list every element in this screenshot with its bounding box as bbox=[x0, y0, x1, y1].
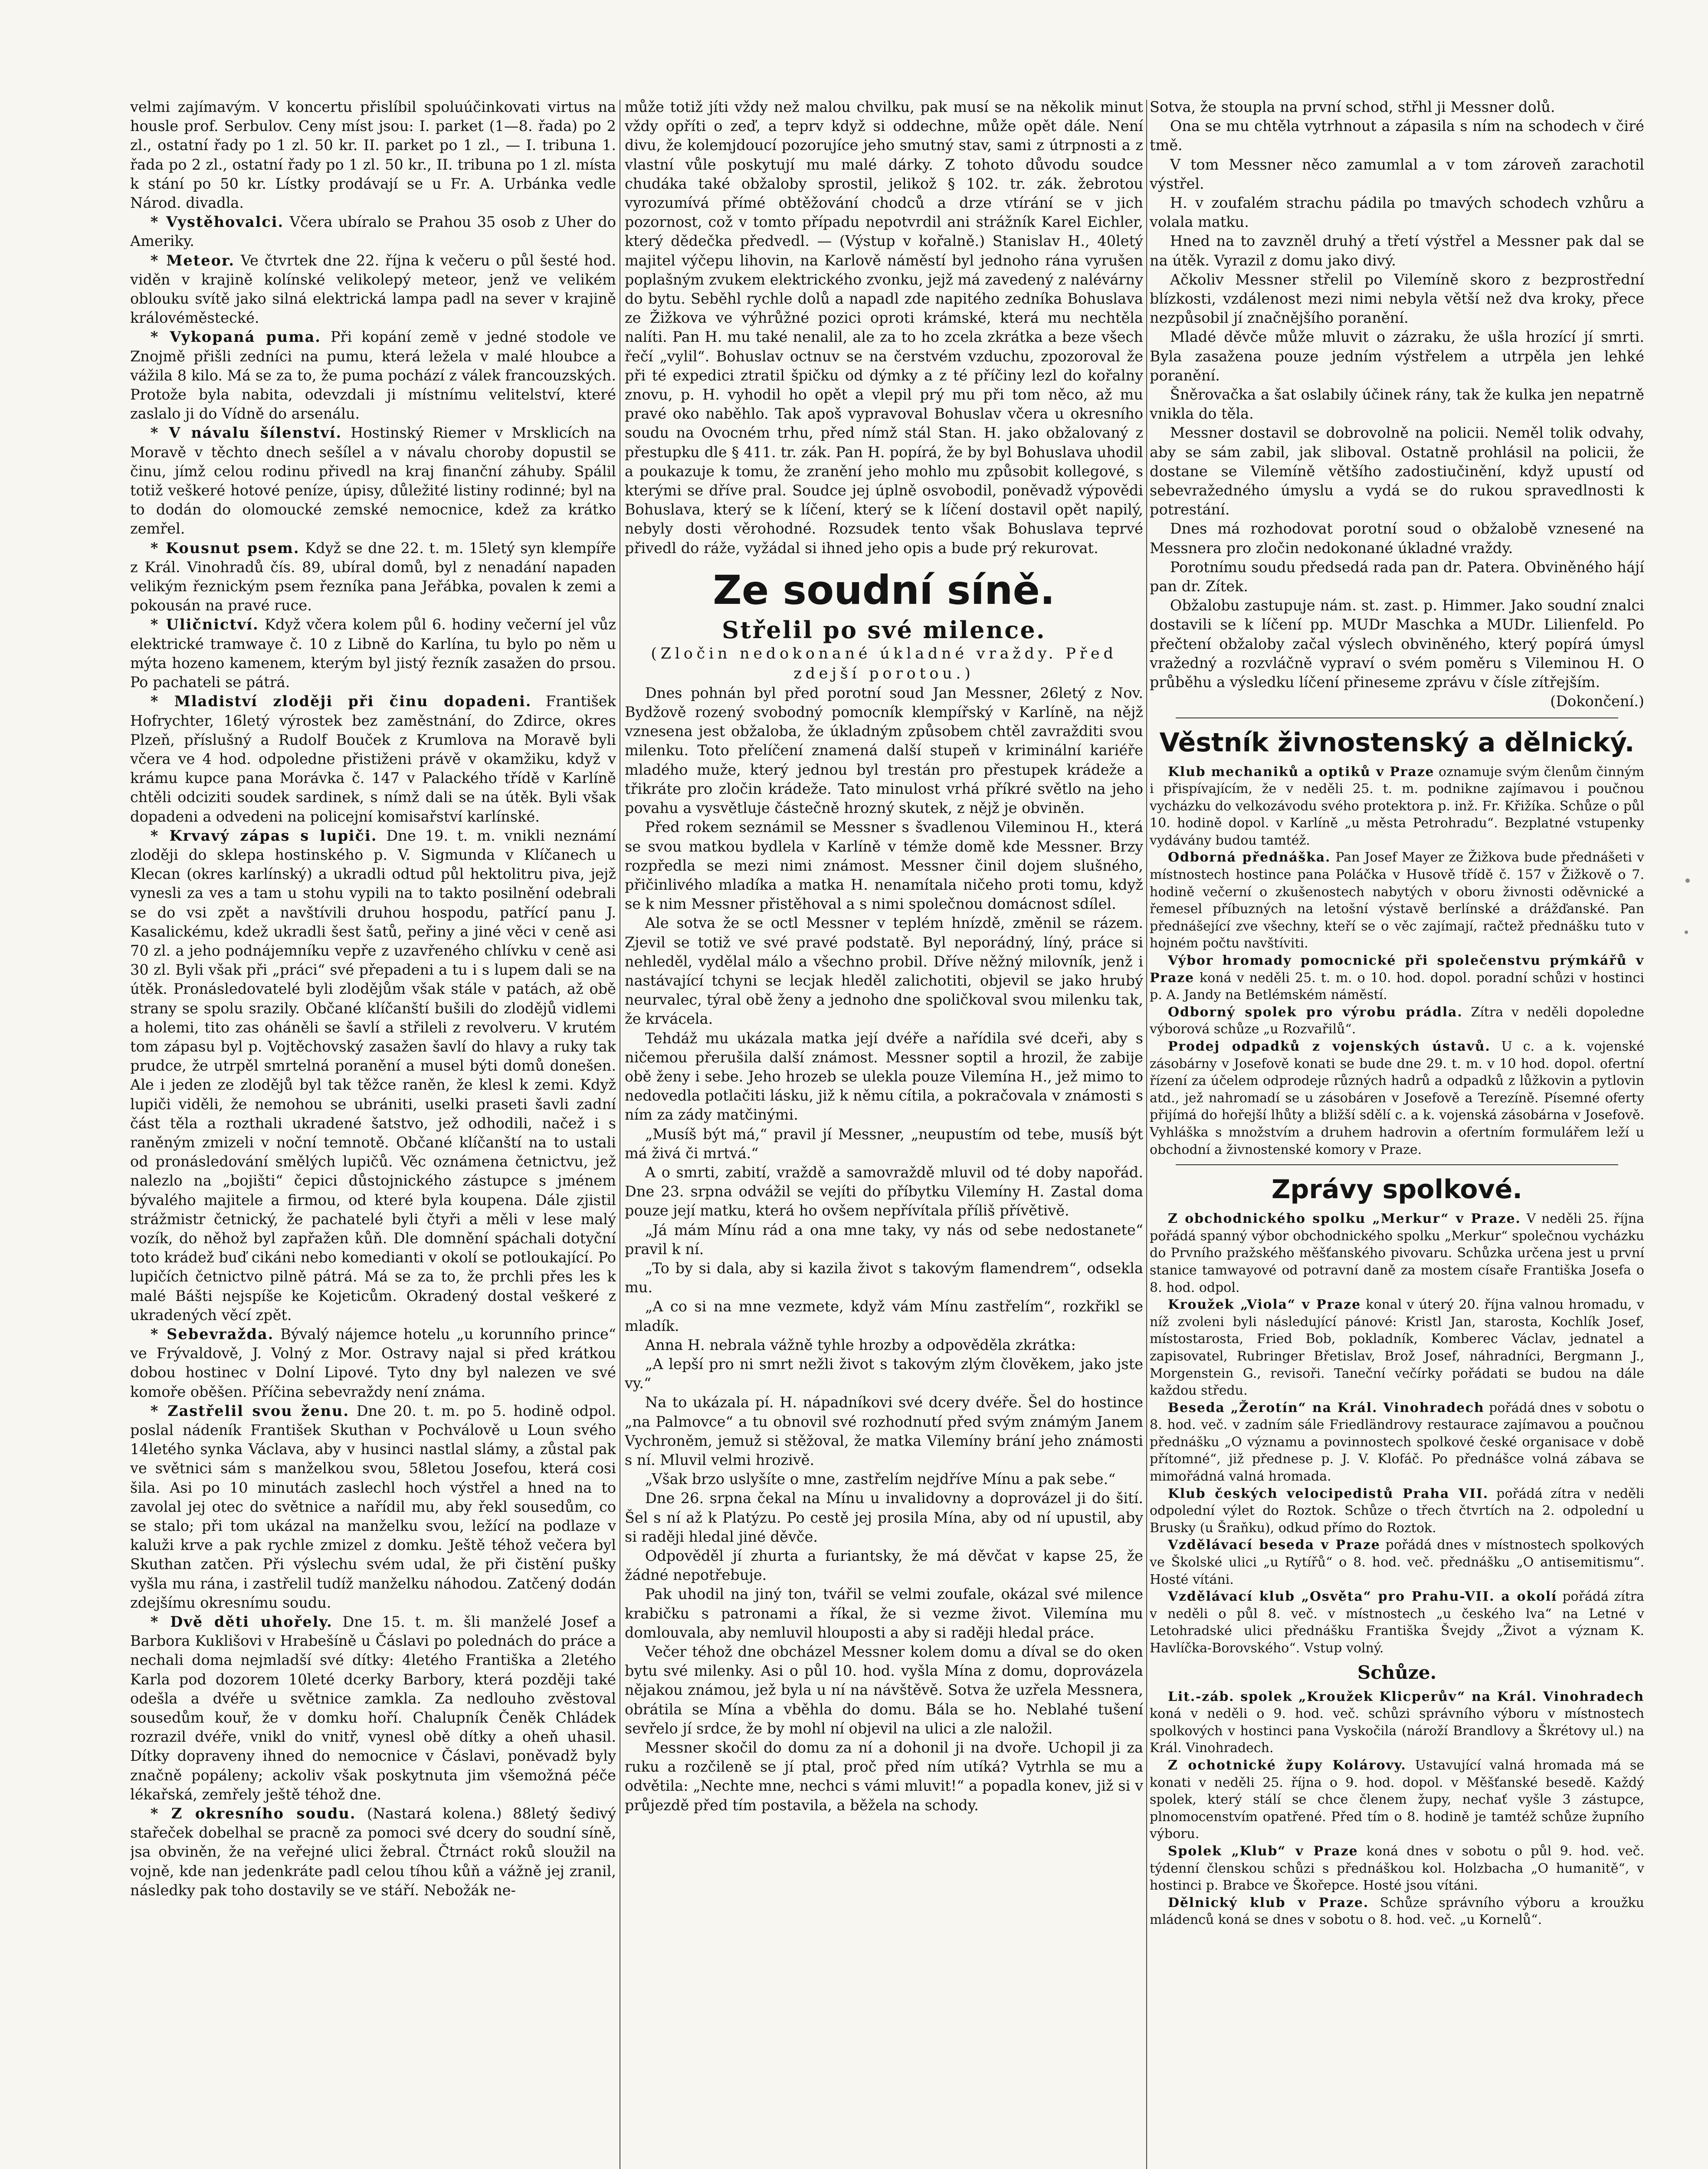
paragraph-text: konal v úterý 20. října valnou hromadu, v níž zvoleni byli následující pánové: Kristl Jan, starosta, Kochlík Josef, místostarosta, Fried Bob, pokladník, Komberec Václav, jednatel a zapisovatel, Rubringer Břetislav, Brož Josef, náhradníci, Bergmann J., Morgenstein G., revisoři. Taneční večírky pořádati se budou na dále každou středu. bbox=[1150, 1297, 1644, 1399]
paragraph-text: pořádá zítra v neděli o půl 8. več. v místnostech „u českého lva“ na Letné v Letohradské ulici přednášku Františka Švejdy „Život a význam K. Havlíčka-Borovského“. Vstup volný. bbox=[1150, 1589, 1644, 1656]
article-paragraph bbox=[1150, 1588, 1644, 1657]
article-paragraph bbox=[1150, 155, 1644, 193]
paragraph-text: Dnes má rozhodovat porotní soud o obžalobě vznesené na Messnera pro zločin nedokonané úkladné vraždy. bbox=[1150, 520, 1644, 557]
paragraph-text: Porotnímu soudu předsedá rada pan dr. Patera. Obviněného hájí pan dr. Zítek. bbox=[1150, 558, 1644, 595]
paragraph-text: Bývalý nájemce hotelu „u korunního prince“ ve Frývaldově, J. Volný z Mor. Ostravy najal si před krátkou dobou hostinec v Dolní Lipové. Tyto dny byl nalezen ve své komoře oběšen. Příčina sebevraždy není známa. bbox=[130, 1326, 616, 1400]
paragraph-text: Sotva, že stoupla na první schod, střhl ji Messner dolů. bbox=[1150, 98, 1555, 115]
item-heading: Dělnický klub v Praze. bbox=[1168, 1895, 1369, 1910]
article-paragraph bbox=[625, 1029, 1143, 1125]
item-heading: * Vystěhovalci. bbox=[150, 213, 284, 231]
article-paragraph bbox=[1150, 117, 1644, 155]
paragraph-text: oznamuje svým členům činným i přispívajícím, že v neděli 25. t. m. podnikne zajímavou i poučnou vycházku do velkozávodu svého protektora p. inž. Fr. Křižíka. Schůze o půl 10. hodině dopol. v Karlíně „u města Petrohradu“. Bezplatné vstupenky vydávány budou tamtéž. bbox=[1150, 764, 1644, 848]
item-heading: * Zastřelil svou ženu. bbox=[150, 1402, 350, 1419]
article-paragraph bbox=[130, 615, 616, 692]
paragraph-text: velmi zajímavým. V koncertu přislíbil spoluúčinkovati virtus na housle prof. Serbulov. Ceny míst jsou: I. parket (1—8. řada) po 2 zl., ostatní řady po 1 zl. 50 kr. II. parket po 1 zl., — I. tribuna 1. řada po 2 zl., ostatní řady po 1 zl. 50 kr., II. tribuna po 1 zl. místa k stání po 50 kr. Lístky prodávají se u Fr. A. Urbánka vedle Národ. divadla. bbox=[130, 98, 616, 212]
article-paragraph bbox=[1150, 1004, 1644, 1038]
article-paragraph bbox=[1150, 1757, 1644, 1843]
article-paragraph bbox=[625, 1221, 1143, 1259]
scan-dot bbox=[1685, 878, 1690, 883]
article-paragraph bbox=[1150, 596, 1644, 692]
item-heading: Lit.-záb. spolek „Kroužek Klicperův“ na Král. Vinohradech bbox=[1168, 1689, 1644, 1704]
scan-dot bbox=[1685, 931, 1688, 934]
article-paragraph bbox=[1150, 519, 1644, 557]
item-heading: * Z okresního soudu. bbox=[150, 1805, 356, 1822]
paragraph-text: Když včera kolem půl 6. hodiny večerní jel vůz elektrické tramwaye č. 10 z Libně do Karlína, tu bylo po něm u mýta hozeno kamenem, kterým byl jistý řezník zasažen do prsou. Po pachateli se pátrá. bbox=[130, 616, 616, 691]
article-paragraph bbox=[625, 98, 1143, 558]
paragraph-text: může totiž jíti vždy než malou chvilku, pak musí se na několik minut vždy opříti o zeď, a teprv když si oddechne, může opět dále. Není divu, že kolemjdoucí pozorujíce jeho smutný stav, sami z útrpnosti a z vlastní vůle poskytují mu malé dárky. Z tohoto důvodu soudce chudáka také obžaloby sprostil, jelikož § 102. tr. zák. žebrotou vyrozumívá přímé obtěžování chodců a drze vtírání se v jich pozornost, což v tomto případu nepotvrdil ani strážník Karel Eichler, který dědečka předvedl. — (Výstup v kořalně.) Stanislav H., 40letý majitel výčepu lihovin, na Karlově náměstí byl jednoho rána vyrušen poplašným zvukem elektrického zvonku, jejž má zavedený z nalévárny do bytu. Seběhl rychle dolů a napadl zde napitého zedníka Bohuslava ze Žižkova ve výhrůžné pozici oproti krámské, která mu nechtěla nalíti. Pan H. mu také nenalil, ale za to ho zcela zkrátka a beze všech řečí „vylil“. Bohuslav octnuv se na čerstvém vzduchu, zpozoroval že při té expedici ztratil špičku od dýmky a z té příčiny lezl do kořalny znovu, p. H. vyhodil ho opět a vlepil prý mu při tom něco, až mu pravé oko naběhlo. Tak apoš vypravoval Bohuslav včera u okresního soudu na Ovocném trhu, před nímž stál Stan. H. jako obžalovaný z přestupku dle § 411. tr. zák. Pan H. popírá, že by byl Bohuslava uhodil a poukazuje k tomu, že zranění jeho mohlo mu způsobit kollegové, s kterými se dříve pral. Soudce jej úplně osvobodil, poněvadž výpovědi Bohuslava, který se k líčení, který se k líčení dostavil opět napilý, nebyly dosti věrohodné. Rozsudek tento však Bohuslava teprvé přivedl do ráže, vyžádal si ihned jeho opis a bude prý rekurovat. bbox=[625, 98, 1143, 557]
paragraph-text: Ačkoliv Messner střelil po Vilemíně skoro z bezprostřední blízkosti, vzdálenost mezi nimi nebyla větší než dva kroky, přece nezpůsobil jí značnějšího poranění. bbox=[1150, 271, 1644, 327]
article-paragraph bbox=[625, 1546, 1143, 1585]
paragraph-text: Pak uhodil na jiný ton, tvářil se velmi zoufale, okázal své milence krabičku s patronami a říkal, že si vezme život. Vilemína mu domlouvala, aby nemluvil hlouposti a aby si raději hledal práce. bbox=[625, 1586, 1143, 1641]
section-heading: Věstník živnostenský a dělnický. bbox=[1159, 727, 1635, 758]
article-paragraph bbox=[1150, 98, 1644, 117]
article-paragraph bbox=[1150, 270, 1644, 328]
section-heading: Zprávy spolkové. bbox=[1271, 1174, 1523, 1205]
item-heading: Odborný spolek pro výrobu prádla. bbox=[1168, 1004, 1463, 1020]
article-paragraph bbox=[130, 692, 616, 826]
article-paragraph bbox=[625, 914, 1143, 1029]
article-paragraph bbox=[625, 1336, 1143, 1355]
column-2 bbox=[625, 98, 1143, 2169]
paragraph-text: Na to ukázala pí. H. nápadníkovi své dcery dvéře. Šel do hostince „na Palmovce“ a tu obnovil své rozhodnutí před svým známým Janem Vychroněm, jemuž si stěžoval, že matka Vilemíny brání jeho známosti s ní. Mluvil velmi hrozivě. bbox=[625, 1394, 1143, 1468]
item-heading: Klub českých velocipedistů Praha VII. bbox=[1168, 1486, 1488, 1501]
article-paragraph bbox=[1150, 423, 1644, 519]
paragraph-text: koná dnes v sobotu o půl 9. hod. več. týdenní členskou schůzi s přednáškou kol. Holzbacha „O humanitě“, v hostinci p. Brabce ve Škořepce. Hosté jsou vítáni. bbox=[1150, 1843, 1644, 1894]
subsection-heading: Schůze. bbox=[1357, 1661, 1437, 1683]
article-paragraph bbox=[130, 213, 616, 251]
paragraph-text: Pan Josef Mayer ze Žižkova bude přednášeti v místnostech hostince pana Poláčka v Husově třídě č. 157 v Žižkově o 7. hodině večerní o zkušenostech nabytých v oboru živnosti oděvnické a řemesel příbuzných na letošní výstavě berlínské a drážďanské. Pan přednášející zve všechny, kteří se o věc zajímají, račtež přednášku tuto v hojném počtu navštíviti. bbox=[1150, 850, 1644, 951]
article-paragraph bbox=[130, 423, 616, 538]
article-paragraph bbox=[1150, 1399, 1644, 1485]
article-paragraph bbox=[1150, 385, 1644, 423]
item-heading: * V návalu šílenství. bbox=[150, 424, 342, 442]
paragraph-text: koná v neděli 25. t. m. o 10. hod. dopol. poradní schůzi v hostinci p. A. Jandy na Betlémském náměstí. bbox=[1150, 970, 1644, 1003]
paragraph-text: Včera ubíralo se Prahou 35 osob z Uher do Ameriky. bbox=[130, 213, 616, 250]
article-paragraph bbox=[625, 1738, 1143, 1815]
column-3 bbox=[1150, 98, 1644, 2169]
paragraph-text: (Nastará kolena.) 88letý šedivý stařeček dobelhal se pracně za pomoci své dcery do soudní síně, jsa obviněn, že na veřejné ulici žebral. Čtrnáct roků sloužil na vojně, kde nan jedenkráte padl celou tíhou kůň a vážně jej zranil, následky pak toho dostavily se ve stáří. Nebožák ne- bbox=[130, 1805, 616, 1899]
article-paragraph bbox=[1150, 1843, 1644, 1894]
item-heading: * Dvě děti uhořely. bbox=[150, 1613, 333, 1631]
article-paragraph bbox=[1150, 232, 1644, 270]
paragraph-text: „Však brzo uslyšíte o mne, zastřelím nejdříve Mínu a pak sebe.“ bbox=[645, 1471, 1116, 1488]
item-heading: * Meteor. bbox=[150, 252, 235, 269]
item-heading: * Sebevražda. bbox=[150, 1326, 274, 1343]
article-paragraph bbox=[625, 1489, 1143, 1546]
article-paragraph bbox=[625, 684, 1143, 818]
article-paragraph bbox=[625, 1470, 1143, 1489]
paragraph-text: „Musíš být má,“ pravil jí Messner, „neupustím od tebe, musíš být má živá či mrtvá.“ bbox=[625, 1125, 1143, 1162]
article-paragraph bbox=[130, 251, 616, 328]
item-heading: Z obchodnického spolku „Merkur“ v Praze. bbox=[1168, 1211, 1521, 1227]
item-heading: * Uličnictví. bbox=[150, 616, 259, 633]
paragraph-text: Odpověděl jí zhurta a furiantsky, že má děvčat v kapse 25, že žádné nepotřebuje. bbox=[625, 1547, 1143, 1584]
item-heading: Spolek „Klub“ v Praze bbox=[1168, 1843, 1358, 1859]
article-paragraph bbox=[1150, 763, 1644, 849]
item-heading: Beseda „Žerotín“ na Král. Vinohradech bbox=[1168, 1400, 1485, 1415]
paragraph-text: Dne 26. srpna čekal na Mínu u invalidovny a doprovázel ji do šití. Šel s ní až k Platýzu. Po cestě jej prosila Mína, aby od ní upustil, aby si raději hledal jiné děvče. bbox=[625, 1490, 1143, 1545]
paragraph-text: Když se dne 22. t. m. 15letý syn klempíře z Král. Vinohradů čís. 89, ubíral domů, byl z nenadání napaden velikým řeznickým psem řezníka pana Jeřábka, povalen k zemi a pokousán na pravé ruce. bbox=[130, 539, 616, 614]
paragraph-text: H. v zoufalém strachu pádila po tmavých schodech vzhůru a volala matku. bbox=[1150, 194, 1644, 231]
article-paragraph bbox=[1150, 1688, 1644, 1757]
paragraph-text: Hostinský Riemer v Mrsklicích na Moravě v těchto dnech sešílel a v návalu choroby dopustil se činu, jímž celou rodinu přivedl na kraj finanční záhuby. Spálil totiž veškeré hotové peníze, úpisy, důležité listiny rodinné; byl na to dodán do olomoucké zemské nemocnice, kdež za krátko zemřel. bbox=[130, 424, 616, 537]
article-paragraph bbox=[1150, 1038, 1644, 1158]
article-paragraph bbox=[1150, 1210, 1644, 1296]
paragraph-text: František Hofrychter, 16letý výrostek bez zaměstnání, do Zdirce, okres Plzeň, příslušný a Rudolf Bouček z Krumlova na Moravě byli včera ve 4 hod. odpoledne přistiženi právě v okamžiku, když v krámu kupce pana Morávka č. 147 v Palackého třídě v Karlíně chtěli odciziti soudek sardinek, s nímž dali se na útěk. Byli však dopadeni a odvedeni na policejní komisařství karlínské. bbox=[130, 693, 616, 825]
article-paragraph bbox=[130, 539, 616, 616]
paragraph-text: A o smrti, zabití, vraždě a samovraždě mluvil od té doby napořád. Dne 23. srpna odvážil se vejíti do příbytku Vilemíny H. Zastal doma pouze její matku, která ho ovšem nepřívítala příliš přívětivě. bbox=[625, 1163, 1143, 1219]
paragraph-text: Ve čtvrtek dne 22. října k večeru o půl šesté hod. viděn v krajině kolínské velikolepý meteor, jenž ve velikém oblouku svítě jako silná elektrická lampa padl na sever v krajině královéměstecké. bbox=[130, 252, 616, 327]
section-title: Ze soudní síně. bbox=[713, 567, 1055, 613]
paragraph-text: Tehdáž mu ukázala matka její dvéře a nařídila své dceři, aby s ničemou přerušila další známost. Messner soptil a hrozil, že zabije obě ženy i sebe. Jeho hrozeb se ulekla pouze Vilemína H., jež mimo to nedovedla potlačiti lásku, již k němu cítila, a pokračovala v známosti s ním za zády matčinými. bbox=[625, 1029, 1143, 1124]
item-heading: * Mladiství zloději při činu dopadeni. bbox=[150, 693, 532, 710]
article-paragraph bbox=[1150, 1296, 1644, 1399]
paragraph-text: pořádá dnes v místnostech spolkových ve Školské ulici „u Rytířů“ o 8. hod. več. přednášku „O antisemitismu“. Hosté vítáni. bbox=[1150, 1537, 1644, 1587]
column-divider bbox=[1146, 100, 1147, 2169]
paragraph-text: Při kopání země v jedné stodole ve Znojmě přišli zedníci na pumu, která ležela v malé hloubce a vážila 8 kilo. Má se za to, že puma pochází z válek francouzských. Protože byla nabita, odevzdali ji místnímu velitelství, které zaslalo ji do Vídně do arsenálu. bbox=[130, 328, 616, 423]
article-paragraph bbox=[1150, 1894, 1644, 1929]
column-1 bbox=[130, 98, 616, 2169]
paragraph-text: Večer téhož dne obcházel Messner kolem domu a díval se do oken bytu své milenky. Asi o půl 10. hod. vyšla Mína z domu, doprovázela nějakou známou, jež byla u ní na návštěvě. Sotva že uzřela Messnera, obrátila se Mína a vběhla do domu. Bála se ho. Neblahé tušení sevřelo jí srdce, že by mohl ní objevil na ulici a zle naložil. bbox=[625, 1643, 1143, 1737]
article-paragraph bbox=[1150, 328, 1644, 385]
paragraph-text: V tom Messner něco zamumlal a v tom zároveň zarachotil výstřel. bbox=[1150, 156, 1644, 192]
paragraph-text: Šněrovačka a šat oslabily účinek rány, tak že kulka jen nepatrně vnikla do těla. bbox=[1150, 386, 1644, 423]
paragraph-text: „A lepší pro ni smrt nežli život s takovým zlým člověkem, jako jste vy.“ bbox=[625, 1355, 1143, 1392]
article-paragraph bbox=[625, 1259, 1143, 1297]
paragraph-text: Dne 15. t. m. šli manželé Josef a Barbora Kuklišovi v Hrabešíně u Čáslavi po polednách do práce a nechali doma nejmladší své dítky: 4letého Františka a 2letého Karla pod dozorem 10leté dcerky Barbory, která později také odešla a dvéře u světnice zamkla. Za nedlouho zvěstoval sousedům kouř, že v domku hoří. Chalupník Čeněk Chládek rozrazil dvéře, vnikl do vnitř, vynesl obě dítky a oheň uhasil. Dítky dopraveny ihned do nemocnice v Čáslavi, poněvadž byly značně popáleny; ackoliv však poskytnuta jim všemožná péče lékařská, zemřely ještě téhož dne. bbox=[130, 1613, 616, 1803]
article-paragraph bbox=[130, 1402, 616, 1612]
section-rule bbox=[1176, 1164, 1618, 1165]
article-paragraph bbox=[625, 1393, 1143, 1470]
paragraph-text: Obžalobu zastupuje nám. st. zast. p. Himmer. Jako soudní znalci dostavili se k líčení pp. MUDr Maschka a MUDr. Lilienfeld. Po přečtení obžaloby začal výslech obviněného, který popírá úmysl vražedný a rozvláčně vypraví o svém poměru s Vileminou H. O průběhu a výsledku líčení přineseme zprávu v čísle zítřejším. bbox=[1150, 597, 1644, 691]
paragraph-text: Ale sotva že se octl Messner v teplém hnízdě, změnil se rázem. Zjevil se totiž ve své pravé podstatě. Byl neporádný, líný, práce si nehleděl, vydělal málo a všechno probil. Dříve něžný milovník, jenž i nastávající tchyni se lecjak hleděl zalichotiti, objevil se jako hrubý neurvalec, týral obě ženy a jednoho dne spoličkoval svou milenku tak, že krvácela. bbox=[625, 914, 1143, 1028]
article-paragraph bbox=[625, 818, 1143, 914]
article-title: Střelil po své milence. bbox=[722, 616, 1046, 644]
paragraph-text: Dne 20. t. m. po 5. hodině odpol. poslal nádeník František Skuthan v Pochválově u Loun svého 14letého synka Václava, aby v husinci nastlal slámy, a zůstal pak ve světnici sám s manželkou svou, 58letou Josefou, která cosi šila. Asi po 10 minutách zaslechl hoch výstřel a hned na to zavolal jej otec do světnice a nařídil mu, aby řekl sousedům, co se stalo; při tom ukázal na manželku svou, ležící na podlaze v kaluži krve a pak rychle zmizel z domku. Ještě téhož večera byl Skuthan zatčen. Při výslechu svém udal, že při čistění pušky vyšla mu rána, i zastřelil tudíž manželku náhodou. Zatčený dodán zdejšímu okresnímu soudu. bbox=[130, 1402, 616, 1611]
article-paragraph bbox=[1150, 1485, 1644, 1537]
paragraph-text: Mladé děvče může mluvit o zázraku, že ušla hrozící jí smrti. Byla zasažena pouze jedním výstřelem a utrpěla jen lehké poranění. bbox=[1150, 328, 1644, 384]
paragraph-text: „To by si dala, aby si kazila život s takovým flamendrem“, odsekla mu. bbox=[625, 1259, 1143, 1296]
item-heading: * Vykopaná puma. bbox=[150, 328, 321, 346]
item-heading: Prodej odpadků z vojenských ústavů. bbox=[1168, 1039, 1491, 1054]
item-heading: Vzdělávací beseda v Praze bbox=[1168, 1537, 1380, 1553]
article-paragraph bbox=[625, 1642, 1143, 1738]
paragraph-text: Před rokem seznámil se Messner s švadlenou Vileminou H., která se svou matkou bydlela v Karlíně v témže domě kde Messner. Brzy rozpředla se mezi nimi známost. Messner činil dojem slušného, přičinlivého mladíka a matka H. nenamítala ničeho proti tomu, když se k nim Messner přistěhoval a s nimi společnou domácnost sdílel. bbox=[625, 819, 1143, 913]
paragraph-text: „Já mám Mínu rád a ona mne taky, vy nás od sebe nedostanete“ pravil k ní. bbox=[625, 1221, 1143, 1258]
article-paragraph bbox=[625, 1297, 1143, 1335]
item-heading: Vzdělávací klub „Osvěta“ pro Prahu-VII. a okolí bbox=[1168, 1589, 1557, 1605]
paragraph-text: koná v neděli o 9. hod. več. schůzi správního výboru v místnostech spolkových v hostinci pana Vyskočila (nároží Brandlovy a Škrétovy ul.) na Král. Vinohradech. bbox=[1150, 1706, 1644, 1756]
item-heading: Kroužek „Viola“ v Praze bbox=[1168, 1297, 1361, 1313]
article-paragraph bbox=[130, 1325, 616, 1402]
paragraph-text: pořádá dnes v sobotu o 8. hod. več. v zadním sále Friedländrovy restaurace zajímavou a poučnou přednášku „O významu a povinnostech spolkové české organisace v době přítomné“, již přednese p. J. V. Klofáč. Po přednášce volná zábava se mimořádná valná hromada. bbox=[1150, 1400, 1644, 1484]
article-paragraph bbox=[130, 98, 616, 213]
paragraph-text: „A co si na mne vezmete, když vám Mínu zastřelím“, rozkřikl se mladík. bbox=[625, 1298, 1143, 1334]
item-heading: Z ochotnické župy Kolárovy. bbox=[1168, 1757, 1406, 1773]
paragraph-text: pořádá zítra v neděli odpolední výlet do Roztok. Schůze o třech čtvrtích na 2. odpolední u Brusky (u Šraňku), odkud přímo do Roztok. bbox=[1150, 1486, 1644, 1536]
paragraph-text: Zítra v neděli dopoledne výborová schůze „u Rozvařilů“. bbox=[1150, 1004, 1644, 1037]
item-heading: * Kousnut psem. bbox=[150, 539, 300, 557]
item-heading: * Krvavý zápas s lupiči. bbox=[150, 827, 377, 844]
article-paragraph bbox=[1150, 952, 1644, 1004]
article-paragraph bbox=[625, 1163, 1143, 1221]
article-subtitle: (Zločin nedokonané úkladné vraždy. Před zdejší porotou.) bbox=[651, 645, 1117, 682]
paragraph-text: Ustavující valná hromada má se konati v neděli 25. října o 9. hod. dopol. v Měšťanské besedě. Každý spolek, který stálí se chce členem župy, nechať vyšle 3 zástupce, plnomocenstvím opatřené. Před tím o 8. hodině je tamtéž schůze župního výboru. bbox=[1150, 1757, 1644, 1842]
article-paragraph bbox=[1150, 1537, 1644, 1588]
item-heading: Klub mechaniků a optiků v Praze bbox=[1168, 764, 1435, 780]
article-paragraph bbox=[130, 826, 616, 1325]
paragraph-text: Messner skočil do domu za ní a dohonil ji na dvoře. Uchopil ji za ruku a rozčileně se jí ptal, proč před ním utíká? Vytrhla se mu a odvětila: „Nechte mne, nechci s vámi mluvit!“ a popadla konev, již si v průjezdě před tím postavila, a běžela na schody. bbox=[625, 1739, 1143, 1814]
paragraph-text: Dne 19. t. m. vnikli neznámí zloději do sklepa hostinského p. V. Sigmunda v Klíčanech u Klecan (okres karlínský) a ukradli odtud půl hektolitru piva, jejž vynesli za ves a tam u stohu vypili na to takto posilnění odebrali se do vsi zpět a navštívili druhou hospodu, patřící panu J. Kasalickému, kdež ukradli šest šatů, peřiny a jiné věci v ceně asi 70 zl. a jeho podnájemníku vepře z uzavřeného chlívku v ceně asi 30 zl. Byli však při „práci“ své přepadeni a tu i s lupem dali se na útěk. Pronásledovatelé byli zlodějům však stále v patách, až obě strany se spolu srazily. Občané klíčanští bušili do zlodějů vidlemi a holemi, tito zas oháněli se šavlí a střileli z revolveru. V krutém tom zápasu byl p. Vojtěchovský zasažen šavlí do hlavy a ruky tak prudce, že utrpěl smrtelná poranění a musel býti domů donešen. Ale i jeden ze zlodějů byl tak těžce raněn, že klesl k zemi. Když lupiči viděli, že nemohou se ubrániti, uselki praseti šavli zadní část těla a rozthali ukradené šatstvo, jež odhodili, načež i s raněným zmizeli v noční temnotě. Občané klíčanští na to ustali od pronásledování smělých lupičů. Věc oznámena četnictvu, jež nalezlo na „bojišti“ čepici důstojnického zástupce s jménem bývalého majitele a firmou, od které byla koupena. Dále zjistil strážmistr četnický, že pachatelé byli čtyři a měli v lese malý vozík, do něhož byl zapřažen kůň. Dle domnění spáchali dotyční toto krádež buď cikáni nebo komedianti v okolí se potloukající. Po lupičích četnictvo pilně pátrá. Má se za to, že prchli přes les k malé Bášti nejspíše ke Kojeticům. Okradený dostal veškeré z ukradených věcí zpět. bbox=[130, 827, 616, 1324]
paragraph-text: Anna H. nebrala vážně tyhle hrozby a odpověděla zkrátka: bbox=[645, 1336, 1076, 1353]
article-paragraph bbox=[625, 1125, 1143, 1163]
paragraph-text: Messner dostavil se dobrovolně na policii. Neměl tolik odvahy, aby se sám zabil, jak sliboval. Ostatně prohlásil na policii, že dostane se Vilemíně většího zadostiučinění, když upustí od sebevražedného úmyslu a vydá se do rukou spravedlnosti k potrestání. bbox=[1150, 424, 1644, 518]
paragraph-text: Ona se mu chtěla vytrhnout a zápasila s ním na schodech v čiré tmě. bbox=[1150, 118, 1644, 154]
article-paragraph bbox=[130, 328, 616, 423]
article-paragraph bbox=[1150, 692, 1644, 711]
item-heading: Výbor hromady pomocnické při společenstvu prýmkářů v Praze bbox=[1150, 953, 1644, 986]
paragraph-text: U c. a k. vojenské zásobárny v Josefově konati se bude dne 29. t. m. v 10 hod. dopol. ofertní řízení za účelem odprodeje různých hadrů a odpadků z lůžkovin a pytlovin atd., jež nahromadí se u zásobáren v Josefově a Terezíně. Písemné oferty přijímá do hořejší lhůty a bližší sdělí c. a k. vojenská zásobárna v Josefově. Vyhláška s množstvím a druhem hadrovin a ofertním formulářem leží u obchodní a živnostenské komory v Praze. bbox=[1150, 1039, 1644, 1157]
paragraph-text: (Dokončení.) bbox=[1550, 693, 1644, 710]
article-paragraph bbox=[625, 1355, 1143, 1393]
article-paragraph bbox=[130, 1804, 616, 1900]
article-paragraph bbox=[1150, 193, 1644, 232]
paragraph-text: Hned na to zavzněl druhý a třetí výstřel a Messner pak dal se na útěk. Vyrazil z domu jako divý. bbox=[1150, 233, 1644, 269]
item-heading: Odborná přednáška. bbox=[1168, 850, 1331, 865]
article-paragraph bbox=[1150, 849, 1644, 952]
article-paragraph bbox=[130, 1612, 616, 1804]
article-paragraph bbox=[1150, 558, 1644, 596]
article-paragraph bbox=[625, 1585, 1143, 1642]
paragraph-text: V neděli 25. října pořádá spanný výbor obchodnického spolku „Merkur“ společnou vycházku do Prvního pražského měšťanského pivovaru. Schůzka určena jest u první stanice tamwayové od potravní daně za mostem císaře Františka Josefa o 8. hod. odpol. bbox=[1150, 1211, 1644, 1295]
paragraph-text: Dnes pohnán byl před porotní soud Jan Messner, 26letý z Nov. Bydžově rozený svobodný pomocník klempířský v Karlíně, na nějž vznesena jest obžaloba, že úkladným způsobem chtěl zavražditi svou milenku. Toto přelíčení znamená další stupeň v kriminální kariéře mladého muže, který jednou byl trestán pro přestupek krádeže a třikráte pro zločin krádeže. Tato minulost vrhá příkré světlo na jeho povahu a vysvětluje částečně hrozný skutek, z nějž je obviněn. bbox=[625, 684, 1143, 817]
paragraph-text: Schůze správního výboru a kroužku mládenců koná se dnes v sobotu o 8. hod. več. „u Kornelů“. bbox=[1150, 1895, 1644, 1928]
